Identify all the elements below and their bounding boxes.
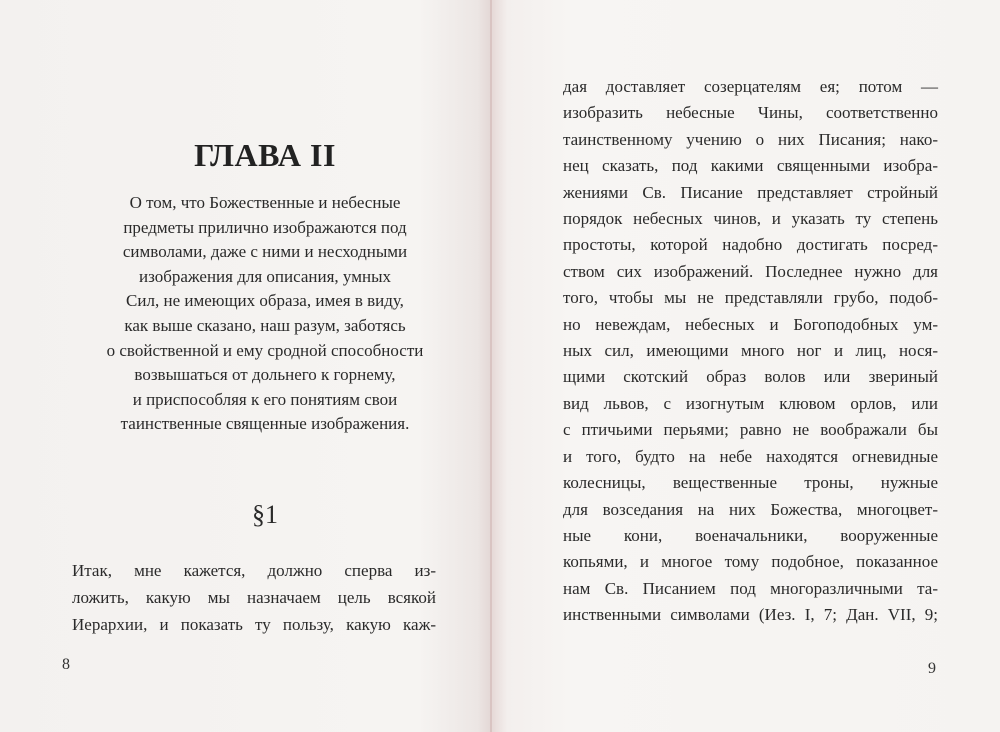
section-mark: §1 <box>252 500 278 529</box>
summary-line: как выше сказано, наш разум, заботясь <box>124 315 406 335</box>
text-line: Итак, мне кажется, должно сперва из- <box>72 561 436 580</box>
text-line: для возседания на них Божества, многоцвет- <box>563 499 938 519</box>
text-line: изобразить небесные Чины, соответственно <box>563 103 938 123</box>
text-line: порядок небесных чинов, и указать ту степень <box>563 209 938 229</box>
text-line: вид львов, с изогнутым клювом орлов, или <box>563 393 938 413</box>
text-line: жениями Св. Писание представляет стройный <box>563 182 938 202</box>
text-line: ложить, какую мы назначаем цель всякой <box>72 588 436 607</box>
text-line: копьями, и многое тому подобное, показанное <box>563 552 938 572</box>
left-paragraph <box>72 557 436 638</box>
summary-line: и приспособляя к его понятиям свои <box>132 389 398 409</box>
text-line: простоты, которой надобно достигать посред- <box>563 235 938 255</box>
text-line: инственными символами (Иез. I, 7; Дан. VII, 9; <box>563 605 938 625</box>
text-line: нам Св. Писанием под многоразличными та- <box>563 578 938 598</box>
text-line: колесницы, вещественные троны, нужные <box>563 473 938 493</box>
text-line: с птичьими перьями; равно не воображали бы <box>563 420 938 440</box>
text-line: щими скотский образ волов или звериный <box>563 367 938 387</box>
text-line: но невеждам, небесных и Богоподобных ум- <box>563 314 938 334</box>
summary-line: изображения для описания, умных <box>138 266 391 286</box>
text-line: нец сказать, под какими священными изобра- <box>563 156 938 176</box>
text-line: ные кони, военачальники, вооруженные <box>563 525 938 545</box>
chapter-summary <box>60 191 470 437</box>
summary-line: о свойственной и ему сродной способности <box>106 340 424 360</box>
chapter-title: ГЛАВА II <box>194 137 336 173</box>
summary-line: возвышаться от дольнего к горнему, <box>134 365 396 385</box>
text-line: Иерархии, и показать ту пользу, какую каж- <box>72 615 436 634</box>
left-page <box>0 0 492 732</box>
page-number-left: 8 <box>62 656 70 673</box>
text-line: ных сил, имеющими много ног и лиц, нося- <box>563 341 938 361</box>
page-number-right: 9 <box>928 660 936 677</box>
text-line: ством сих изображений. Последнее нужно для <box>563 261 938 281</box>
text-line: таинственному учению о них Писания; нако- <box>563 129 938 149</box>
summary-line: предметы прилично изображаются под <box>123 217 407 237</box>
right-paragraph <box>563 74 938 629</box>
text-line: дая доставляет созерцателям ея; потом — <box>563 77 938 96</box>
text-line: того, чтобы мы не представляли грубо, подоб- <box>563 288 938 308</box>
summary-line: Сил, не имеющих образа, имея в виду, <box>126 291 404 311</box>
text-line: и того, будто на небе находятся огневидные <box>563 446 938 466</box>
summary-line: О том, что Божественные и небесные <box>129 193 401 212</box>
summary-line: таинственные священные изображения. <box>120 414 410 434</box>
summary-line: символами, даже с ними и несходными <box>122 242 408 262</box>
